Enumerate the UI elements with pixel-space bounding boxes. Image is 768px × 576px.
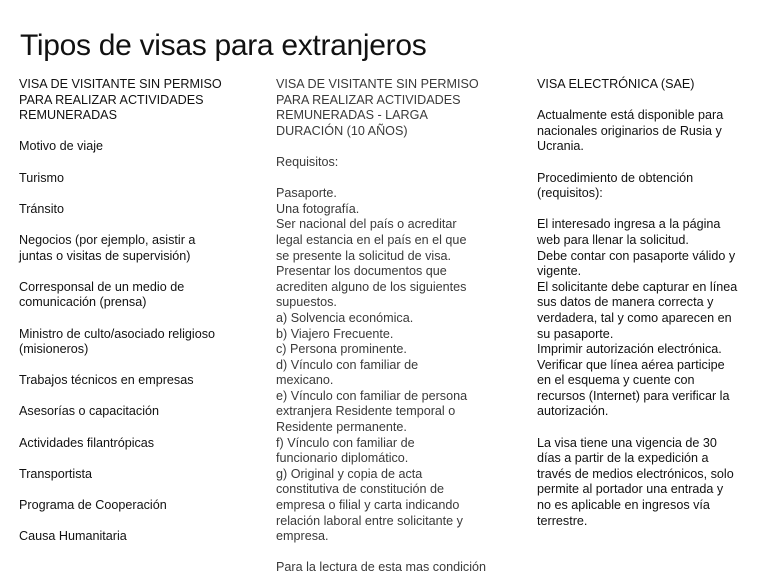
list-item: Tránsito — [19, 201, 65, 216]
list-item: Turismo — [19, 170, 65, 185]
list-item: Motivo de viaje — [19, 139, 103, 154]
list-item: Negocios (por ejemplo, asistir a juntas o visitas de supervisión) — [19, 232, 196, 263]
cut-off-text: Para la lectura de esta mas condición — [276, 560, 487, 575]
column-visitor-visa — [19, 77, 259, 560]
column-heading: VISA DE VISITANTE SIN PERMISO PARA REALIZAR ACTIVIDADES REMUNERADAS - LARGA DURACIÓN (10 AÑOS) — [276, 77, 479, 138]
list-item: Trabajos técnicos en empresas — [19, 373, 194, 388]
list-item: Ministro de culto/asociado religioso (misioneros) — [19, 326, 216, 357]
list-item: Actividades filantrópicas — [19, 435, 155, 450]
column-electronic-visa — [537, 77, 752, 545]
column-heading: VISA DE VISITANTE SIN PERMISO PARA REALIZAR ACTIVIDADES REMUNERADAS — [19, 77, 222, 123]
requirements-label: Requisitos: — [276, 154, 339, 169]
requirements-list: Pasaporte. Una fotografía. Ser nacional del país o acreditar legal estancia en el país en el que se presente la solicitud de visa. Presentar los documentos que acrediten alguno de los siguientes supuestos. a) Solvencia económica. b) Viajero Frecuente. c) Persona prominente. d) Vínculo con familiar de mexicano. e) Vínculo con familiar de persona extranjera Residente temporal o Residente permanente. f) Vínculo con familiar de funcionario diplomático. g) Original y copia de acta constitutiva de constitución de empresa o filial y carta indicando relación laboral entre solicitante y empresa. — [276, 186, 468, 544]
procedure-steps: El interesado ingresa a la página web para llenar la solicitud. Debe contar con pasaporte válido y vigente. El solicitante debe capturar en línea sus datos de manera correcta y verdadera, tal y como aparecen en su pasaporte. Imprimir autorización electrónica. Verificar que línea aérea participe en el esquema y cuente con recursos (Internet) para verificar la autorización. — [537, 217, 738, 419]
list-item: Corresponsal de un medio de comunicación (prensa) — [19, 279, 185, 310]
availability-paragraph: Actualmente está disponible para nacionales originarios de Rusia y Ucrania. — [537, 108, 724, 154]
list-item: Transportista — [19, 466, 93, 481]
list-item: Programa de Cooperación — [19, 498, 167, 513]
column-heading: VISA ELECTRÓNICA (SAE) — [537, 77, 695, 91]
page-title: Tipos de visas para extranjeros — [20, 29, 427, 62]
list-item: Asesorías o capacitación — [19, 404, 160, 419]
validity-paragraph: La visa tiene una vigencia de 30 días a partir de la expedición a través de medios electrónicos, solo permite al portador una entrada y no es aplicable en ingresos vía terrestre. — [537, 435, 734, 528]
procedure-label: Procedimiento de obtención (requisitos): — [537, 170, 694, 201]
list-item: Causa Humanitaria — [19, 529, 127, 544]
column-long-duration-visa — [276, 77, 506, 575]
